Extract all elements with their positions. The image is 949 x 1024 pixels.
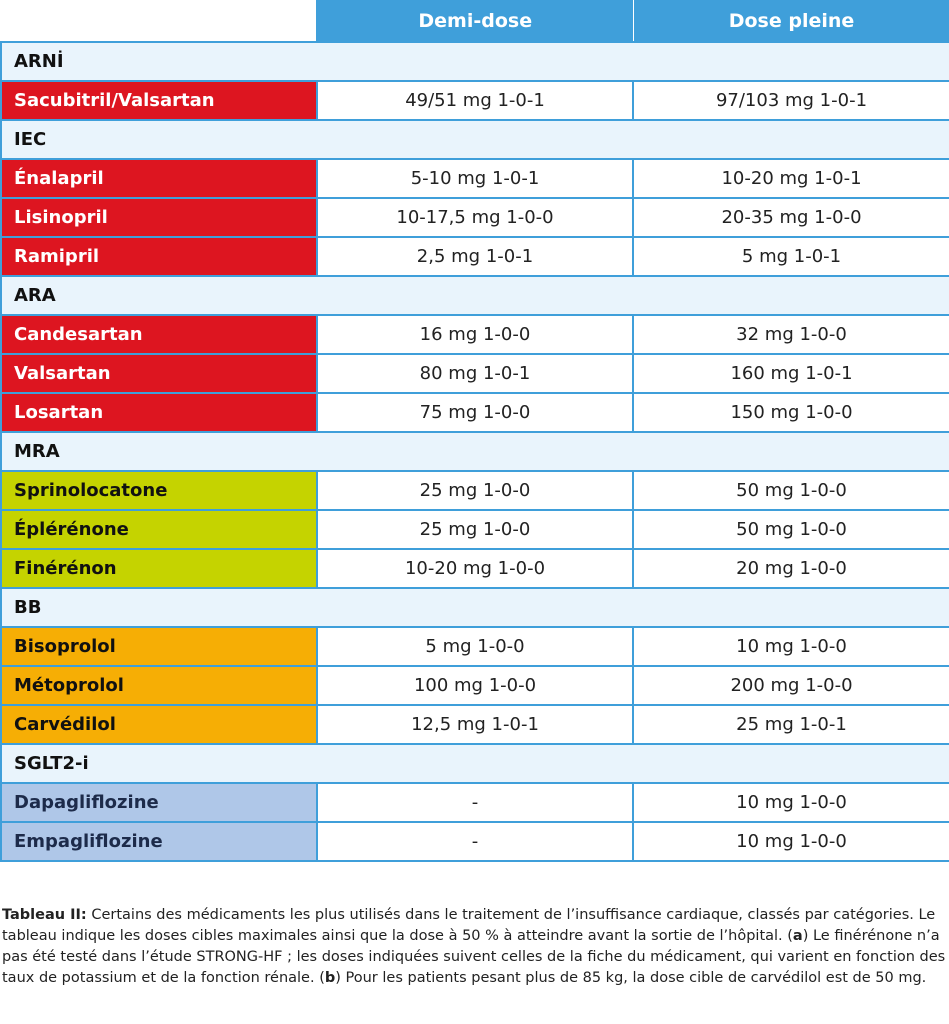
drug-name: Losartan <box>1 393 317 432</box>
drug-row <box>1 783 949 822</box>
dose-pleine-value: 10-20 mg 1-0-1 <box>633 159 949 198</box>
header-demi-dose: Demi-dose <box>317 0 633 42</box>
drug-row <box>1 198 949 237</box>
drug-name: Candesartan <box>1 315 317 354</box>
drug-row <box>1 159 949 198</box>
dose-pleine-value: 150 mg 1-0-0 <box>633 393 949 432</box>
demi-dose-value: 49/51 mg 1-0-1 <box>317 81 633 120</box>
demi-dose-value: 16 mg 1-0-0 <box>317 315 633 354</box>
drug-row <box>1 705 949 744</box>
caption-note-b: b <box>324 970 336 986</box>
demi-dose-value: 75 mg 1-0-0 <box>317 393 633 432</box>
drug-name: Empagliflozine <box>1 822 317 861</box>
drug-name: Finérénon <box>1 549 317 588</box>
category-label: ARNİ <box>1 42 949 81</box>
dose-pleine-value: 32 mg 1-0-0 <box>633 315 949 354</box>
dose-pleine-value: 5 mg 1-0-1 <box>633 237 949 276</box>
dose-pleine-value: 160 mg 1-0-1 <box>633 354 949 393</box>
drug-name: Dapagliflozine <box>1 783 317 822</box>
category-label: MRA <box>1 432 949 471</box>
dose-pleine-value: 10 mg 1-0-0 <box>633 627 949 666</box>
dose-pleine-value: 20-35 mg 1-0-0 <box>633 198 949 237</box>
drug-row <box>1 354 949 393</box>
demi-dose-value: 100 mg 1-0-0 <box>317 666 633 705</box>
demi-dose-value: 2,5 mg 1-0-1 <box>317 237 633 276</box>
drug-row <box>1 237 949 276</box>
category-row <box>1 744 949 783</box>
header-dose-pleine: Dose pleine <box>633 0 949 42</box>
category-row <box>1 588 949 627</box>
demi-dose-value: 12,5 mg 1-0-1 <box>317 705 633 744</box>
category-row <box>1 276 949 315</box>
drug-name: Éplérénone <box>1 510 317 549</box>
drug-name: Carvédilol <box>1 705 317 744</box>
caption-label: Tableau II: <box>2 907 87 923</box>
drug-row <box>1 666 949 705</box>
drug-row <box>1 822 949 861</box>
caption-text-3: ) Pour les patients pesant plus de 85 kg, la dose cible de carvédilol est de 50 mg. <box>335 970 927 986</box>
drug-name: Bisoprolol <box>1 627 317 666</box>
drug-row <box>1 627 949 666</box>
drug-row <box>1 393 949 432</box>
drug-name: Métoprolol <box>1 666 317 705</box>
dose-pleine-value: 20 mg 1-0-0 <box>633 549 949 588</box>
caption-note-a: a <box>792 928 803 944</box>
demi-dose-value: 25 mg 1-0-0 <box>317 510 633 549</box>
category-label: IEC <box>1 120 949 159</box>
drug-name: Sacubitril/Valsartan <box>1 81 317 120</box>
category-row <box>1 120 949 159</box>
demi-dose-value: - <box>317 822 633 861</box>
table-header-row <box>1 0 949 42</box>
drug-row <box>1 471 949 510</box>
demi-dose-value: - <box>317 783 633 822</box>
category-row <box>1 42 949 81</box>
drug-row <box>1 549 949 588</box>
category-row <box>1 432 949 471</box>
dose-pleine-value: 50 mg 1-0-0 <box>633 510 949 549</box>
dose-pleine-value: 50 mg 1-0-0 <box>633 471 949 510</box>
drug-name: Lisinopril <box>1 198 317 237</box>
drug-name: Énalapril <box>1 159 317 198</box>
drug-name: Valsartan <box>1 354 317 393</box>
drug-row <box>1 510 949 549</box>
demi-dose-value: 10-20 mg 1-0-0 <box>317 549 633 588</box>
header-corner-cell <box>1 0 317 42</box>
demi-dose-value: 10-17,5 mg 1-0-0 <box>317 198 633 237</box>
demi-dose-value: 80 mg 1-0-1 <box>317 354 633 393</box>
demi-dose-value: 5 mg 1-0-0 <box>317 627 633 666</box>
dose-pleine-value: 10 mg 1-0-0 <box>633 783 949 822</box>
drug-name: Sprinolocatone <box>1 471 317 510</box>
demi-dose-value: 5-10 mg 1-0-1 <box>317 159 633 198</box>
table-caption <box>2 905 946 989</box>
drug-name: Ramipril <box>1 237 317 276</box>
dose-pleine-value: 10 mg 1-0-0 <box>633 822 949 861</box>
table-body <box>1 42 949 861</box>
category-label: SGLT2-i <box>1 744 949 783</box>
caption-text-1: Certains des médicaments les plus utilisés dans le traitement de l’insuffisance cardiaque, classés par catégories. Le tableau indique les doses cibles maximales ainsi que la dose à 50 % à atteindre avant la sortie de l’hôpital. ( <box>2 907 936 944</box>
category-label: BB <box>1 588 949 627</box>
dose-pleine-value: 97/103 mg 1-0-1 <box>633 81 949 120</box>
category-label: ARA <box>1 276 949 315</box>
caption-text-2: ) Le finérénone n’a pas été testé dans l’étude STRONG-HF ; les doses indiquées suivent celles de la fiche du médicament, qui varient en fonction des taux de potassium et de la fonction rénale. ( <box>2 928 946 986</box>
drug-row <box>1 315 949 354</box>
dose-pleine-value: 25 mg 1-0-1 <box>633 705 949 744</box>
dose-pleine-value: 200 mg 1-0-0 <box>633 666 949 705</box>
drug-row <box>1 81 949 120</box>
demi-dose-value: 25 mg 1-0-0 <box>317 471 633 510</box>
